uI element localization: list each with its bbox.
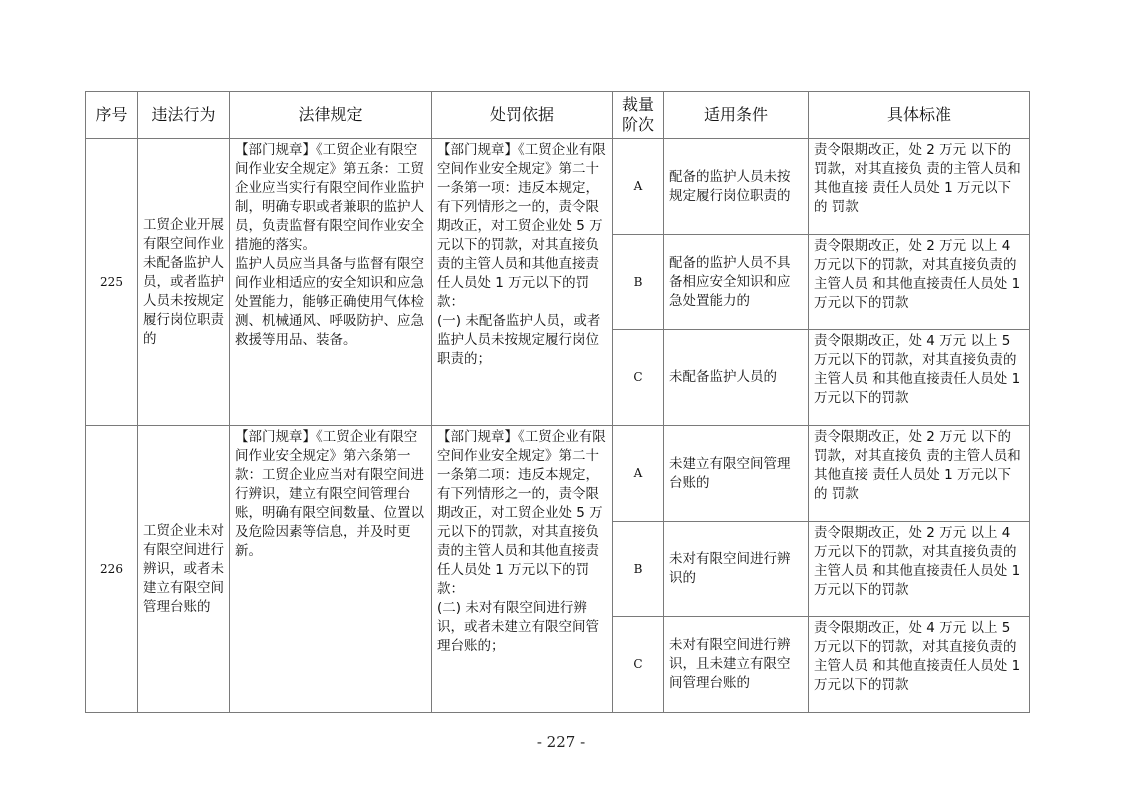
header-law: 法律规定 bbox=[230, 92, 432, 139]
standard-text: 责令限期改正，处 4 万元 以上 5 万元以下的罚款，对其直接负责的主管人员 和其他直接责任人员处 1 万元以下的罚款 bbox=[814, 333, 1021, 406]
condition-cell bbox=[664, 522, 809, 617]
condition-text: 未对有限空间进行辨识，且未建立有限空间管理台账的 bbox=[669, 637, 791, 691]
standard-cell bbox=[809, 235, 1030, 330]
level-cell: C bbox=[613, 330, 664, 426]
level-cell: C bbox=[613, 617, 664, 713]
law-text: 【部门规章】《工贸企业有限空间作业安全规定》第五条：工贸企业应当实行有限空间作业监护制，明确专职或者兼职的监护人员，负责监督有限空间作业安全措施的落实。 监护人员应当具备与监督有限空间作业相适应的安全知识和应急处置能力，能够正确使用气体检测、机械通风、呼吸防护、应急救援等用品、装备。 bbox=[235, 142, 424, 348]
basis-text: 【部门规章】《工贸企业有限空间作业安全规定》第二十一条第一项：违反本规定，有下列情形之一的，责令限期改正，对工贸企业处 5 万元以下的罚款，对其直接负责的主管人员和其他直接责任人员处 1 万元以下的罚款： (一) 未配备监护人员，或者监护人员未按规定履行岗位职责的； bbox=[437, 142, 606, 367]
violation-cell bbox=[138, 139, 230, 426]
table-row bbox=[86, 139, 1030, 235]
standard-cell bbox=[809, 139, 1030, 235]
standard-cell bbox=[809, 522, 1030, 617]
condition-cell bbox=[664, 139, 809, 235]
violation-cell bbox=[138, 426, 230, 713]
header-basis: 处罚依据 bbox=[432, 92, 613, 139]
condition-text: 配备的监护人员不具备相应安全知识和应急处置能力的 bbox=[669, 254, 791, 309]
violation-text: 工贸企业开展有限空间作业未配备监护人员，或者监护人员未按规定履行岗位职责的 bbox=[143, 216, 224, 347]
table-row bbox=[86, 426, 1030, 522]
header-condition: 适用条件 bbox=[664, 92, 809, 139]
basis-cell bbox=[432, 426, 613, 713]
standard-text: 责令限期改正，处 2 万元 以上 4 万元以下的罚款，对其直接负责的主管人员 和其他直接责任人员处 1 万元以下的罚款 bbox=[814, 525, 1021, 598]
level-cell: A bbox=[613, 139, 664, 235]
condition-cell bbox=[664, 330, 809, 426]
violation-text: 工贸企业未对有限空间进行辨识，或者未建立有限空间管理台账的 bbox=[143, 522, 224, 615]
level-cell: B bbox=[613, 235, 664, 330]
level-cell: B bbox=[613, 522, 664, 617]
seq-cell: 226 bbox=[86, 426, 138, 713]
seq-cell: 225 bbox=[86, 139, 138, 426]
header-violation: 违法行为 bbox=[138, 92, 230, 139]
condition-cell bbox=[664, 426, 809, 522]
level-cell: A bbox=[613, 426, 664, 522]
condition-text: 未对有限空间进行辨识的 bbox=[669, 551, 791, 586]
condition-text: 未建立有限空间管理台账的 bbox=[669, 455, 791, 491]
penalty-table bbox=[85, 91, 1030, 713]
standard-cell bbox=[809, 330, 1030, 426]
header-seq: 序号 bbox=[86, 92, 138, 139]
condition-cell bbox=[664, 235, 809, 330]
condition-text: 未配备监护人员的 bbox=[669, 369, 777, 385]
law-text: 【部门规章】《工贸企业有限空间作业安全规定》第六条第一款：工贸企业应当对有限空间进行辨识，建立有限空间管理台账，明确有限空间数量、位置以及危险因素等信息，并及时更新。 bbox=[235, 429, 424, 559]
standard-text: 责令限期改正，处 4 万元 以上 5 万元以下的罚款，对其直接负责的主管人员 和其他直接责任人员处 1 万元以下的罚款 bbox=[814, 620, 1021, 693]
page-number: - 227 - bbox=[536, 733, 586, 751]
header-row bbox=[86, 92, 1030, 139]
law-cell bbox=[230, 426, 432, 713]
header-level: 裁量 阶次 bbox=[613, 92, 664, 139]
basis-text: 【部门规章】《工贸企业有限空间作业安全规定》第二十一条第二项：违反本规定，有下列情形之一的，责令限期改正，对工贸企业处 5 万元以下的罚款，对其直接负责的主管人员和其他直接责任人员处 1 万元以下的罚款： (二) 未对有限空间进行辨识，或者未建立有限空间管理台账的； bbox=[437, 429, 606, 654]
basis-cell bbox=[432, 139, 613, 426]
condition-text: 配备的监护人员未按规定履行岗位职责的 bbox=[669, 168, 791, 204]
standard-text: 责令限期改正，处 2 万元 以下的罚款，对其直接负 责的主管人员和其他直接 责任人员处 1 万元以下的 罚款 bbox=[814, 429, 1021, 502]
standard-cell bbox=[809, 426, 1030, 522]
standard-text: 责令限期改正，处 2 万元 以上 4 万元以下的罚款，对其直接负责的主管人员 和其他直接责任人员处 1 万元以下的罚款 bbox=[814, 238, 1021, 311]
condition-cell bbox=[664, 617, 809, 713]
law-cell bbox=[230, 139, 432, 426]
header-standard: 具体标准 bbox=[809, 92, 1030, 139]
standard-cell bbox=[809, 617, 1030, 713]
standard-text: 责令限期改正，处 2 万元 以下的罚款，对其直接负 责的主管人员和其他直接 责任人员处 1 万元以下的 罚款 bbox=[814, 142, 1021, 215]
